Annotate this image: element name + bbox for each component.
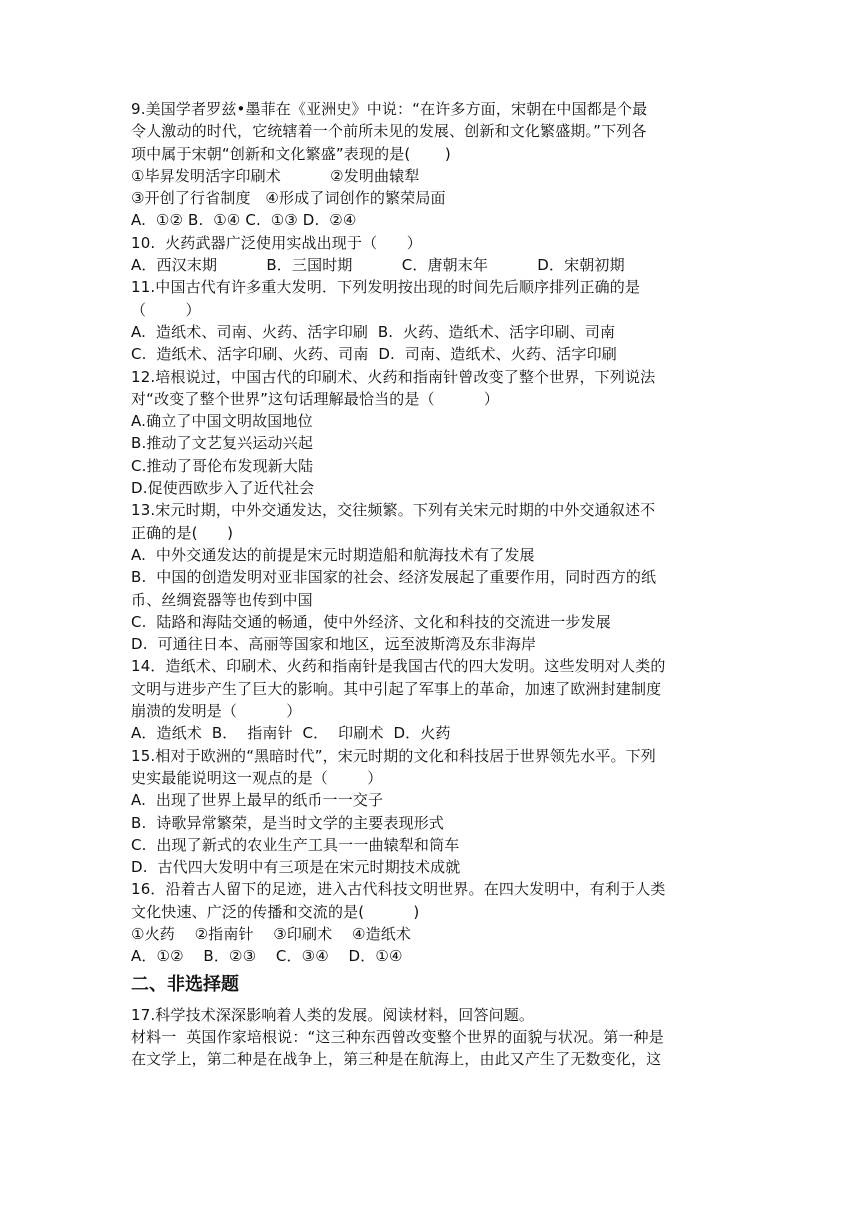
option-c: C. 陆路和海陆交通的畅通，使中外经济、文化和科技的交流进一步发展 bbox=[131, 612, 611, 631]
question-line: 崩溃的发明是（ ） bbox=[131, 702, 302, 721]
answer-choices: A．西汉末期 B．三国时期 C．唐朝末年 D．宋朝初期 bbox=[131, 256, 625, 275]
material-line: 在文学上，第二种是在战争上，第三种是在航海上，由此又产生了无数变化，这 bbox=[131, 1050, 662, 1069]
question-10 bbox=[131, 232, 731, 277]
answer-choices: A. ①② B. ①④ C. ①③ D. ②④ bbox=[131, 211, 357, 230]
question-12 bbox=[131, 366, 731, 500]
question-line: 正确的是( ) bbox=[131, 523, 234, 542]
question-17 bbox=[131, 1004, 731, 1071]
question-line: 9.美国学者罗兹•墨菲在《亚洲史》中说：“在许多方面，宋朝在中国都是个最 bbox=[131, 100, 648, 118]
question-9 bbox=[131, 98, 731, 232]
option-c: C.推动了哥伦布发现新大陆 bbox=[131, 456, 314, 475]
question-14 bbox=[131, 655, 731, 744]
answer-choices: A. 造纸术、司南、火药、活字印刷 B. 火药、造纸术、活字印刷、司南 bbox=[131, 322, 616, 341]
option-line: ①毕昇发明活字印刷术 ②发明曲辕犁 bbox=[131, 166, 420, 185]
question-line: 史实最能说明这一观点的是（ ） bbox=[131, 768, 383, 787]
question-13 bbox=[131, 499, 731, 655]
material-line: 材料一 英国作家培根说：“这三种东西曾改变整个世界的面貌与状况。第一种是 bbox=[131, 1027, 664, 1046]
question-line: 文化快速、广泛的传播和交流的是( ) bbox=[131, 902, 420, 921]
option-b: B.推动了文艺复兴运动兴起 bbox=[131, 434, 314, 453]
document-page bbox=[131, 98, 731, 1070]
question-line: 项中属于宋朝“创新和文化繁盛”表现的是( ) bbox=[131, 144, 451, 163]
question-11 bbox=[131, 276, 731, 365]
question-line: 15.相对于欧洲的“黑暗时代”，宋元时期的文化和科技居于世界领先水平。下列 bbox=[131, 746, 656, 765]
option-c: C. 出现了新式的农业生产工具一一曲辕犁和筒车 bbox=[131, 835, 460, 854]
question-line: 13.宋元时期，中外交通发达，交往频繁。下列有关宋元时期的中外交通叙述不 bbox=[131, 501, 656, 520]
question-16 bbox=[131, 878, 731, 967]
answer-choices: A．①② B．②③ C．③④ D．①④ bbox=[131, 947, 403, 966]
option-d: D. 古代四大发明中有三项是在宋元时期技术成就 bbox=[131, 858, 461, 877]
question-line: 12.培根说过，中国古代的印刷术、火药和指南针曾改变了整个世界，下列说法 bbox=[131, 367, 656, 386]
question-line: （ ） bbox=[131, 300, 201, 319]
section-heading: 二、非选择题 bbox=[131, 973, 239, 995]
question-15 bbox=[131, 745, 731, 879]
option-b-continued: 币、丝绸瓷器等也传到中国 bbox=[131, 590, 313, 609]
question-line: 16．沿着古人留下的足迹，进入古代科技文明世界。在四大发明中，有利于人类 bbox=[131, 880, 666, 899]
question-line: 17.科学技术深深影响着人类的发展。阅读材料，回答问题。 bbox=[131, 1005, 535, 1024]
option-d: D. 可通往日本、高丽等国家和地区，远至波斯湾及东非海岸 bbox=[131, 635, 537, 654]
option-b: B. 诗歌异常繁荣，是当时文学的主要表现形式 bbox=[131, 813, 445, 832]
option-d: D.促使西欧步入了近代社会 bbox=[131, 479, 315, 498]
option-line: ①火药 ②指南针 ③印刷术 ④造纸术 bbox=[131, 924, 412, 943]
option-a: A. 出现了世界上最早的纸币一一交子 bbox=[131, 791, 384, 810]
question-line: 11.中国古代有许多重大发明．下列发明按出现的时间先后顺序排列正确的是 bbox=[131, 278, 641, 297]
question-line: 10. 火药武器广泛使用实战出现于（ ） bbox=[131, 233, 422, 252]
option-b: B. 中国的创造发明对亚非国家的社会、经济发展起了重要作用，同时西方的纸 bbox=[131, 568, 657, 587]
question-line: 对“改变了整个世界”这句话理解最恰当的是（ ） bbox=[131, 389, 500, 408]
option-line: ③开创了行省制度 ④形成了词创作的繁荣局面 bbox=[131, 189, 446, 208]
question-line: 令人激动的时代，它统辖着一个前所未见的发展、创新和文化繁盛期。”下列各 bbox=[131, 122, 647, 141]
question-line: 14．造纸术、印刷术、火药和指南针是我国古代的四大发明。这些发明对人类的 bbox=[131, 657, 666, 676]
answer-choices: C. 造纸术、活字印刷、火药、司南 D. 司南、造纸术、火药、活字印刷 bbox=[131, 345, 617, 364]
option-a: A. 中外交通发达的前提是宋元时期造船和航海技术有了发展 bbox=[131, 545, 535, 564]
answer-choices: A．造纸术 B． 指南针 C． 印刷术 D．火药 bbox=[131, 724, 451, 743]
option-a: A.确立了中国文明故国地位 bbox=[131, 412, 313, 431]
question-line: 文明与进步产生了巨大的影响。其中引起了军事上的革命，加速了欧洲封建制度 bbox=[131, 679, 662, 698]
